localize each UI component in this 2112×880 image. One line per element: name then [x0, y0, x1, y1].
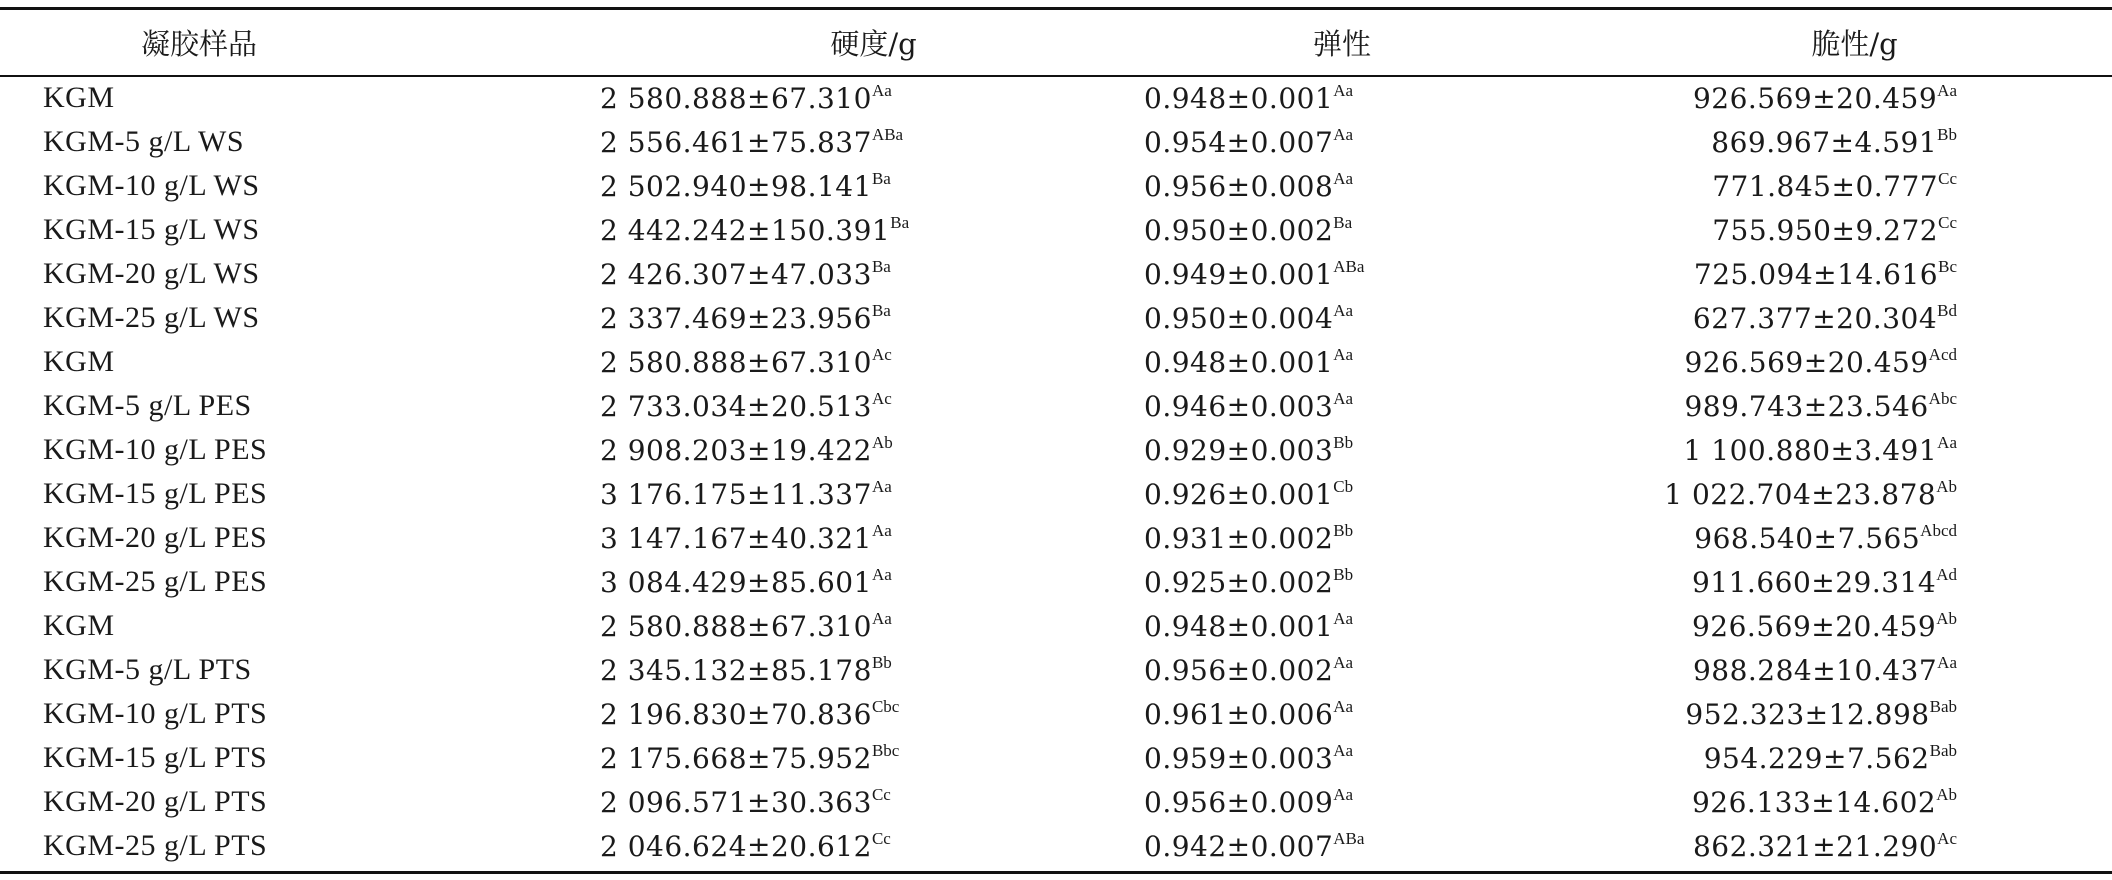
- hardness-value: 2 046.624±20.612: [600, 829, 872, 863]
- hardness-significance: Cc: [871, 828, 891, 848]
- table-row: [0, 252, 2112, 296]
- elasticity-value: 0.956±0.008: [1144, 169, 1334, 203]
- hardness-significance: Bbc: [871, 740, 900, 760]
- table-header-row: [0, 10, 2112, 75]
- hardness-significance: Aa: [871, 608, 892, 628]
- cell-elasticity: [1132, 786, 1512, 819]
- brittleness-significance: Abcd: [1920, 520, 1957, 540]
- table-row: [0, 560, 2112, 604]
- cell-hardness: [575, 434, 1132, 467]
- cell-brittleness: [1512, 346, 2112, 379]
- elasticity-significance: Aa: [1333, 696, 1354, 716]
- table-row: [0, 120, 2112, 164]
- brittleness-value: 771.845±0.777: [1712, 169, 1939, 203]
- table-row: [0, 604, 2112, 648]
- hardness-significance: Cbc: [871, 696, 900, 716]
- hardness-significance: Ac: [871, 388, 892, 408]
- hardness-significance: Ba: [871, 256, 891, 276]
- hardness-significance: Aa: [871, 564, 892, 584]
- brittleness-significance: Acd: [1928, 344, 1957, 364]
- cell-sample: [0, 301, 575, 335]
- cell-sample: [0, 697, 575, 731]
- elasticity-value: 0.948±0.001: [1144, 345, 1334, 379]
- cell-brittleness: [1512, 214, 2112, 247]
- elasticity-significance: Aa: [1333, 388, 1354, 408]
- hardness-significance: Bb: [871, 652, 892, 672]
- sample-name: KGM-15 g/L WS: [43, 213, 260, 246]
- elasticity-significance: Aa: [1333, 300, 1354, 320]
- cell-hardness: [575, 522, 1132, 555]
- cell-brittleness: [1512, 522, 2112, 555]
- cell-sample: [0, 169, 575, 203]
- cell-brittleness: [1512, 830, 2112, 863]
- brittleness-significance: Ab: [1936, 608, 1957, 628]
- brittleness-significance: Ab: [1936, 784, 1957, 804]
- cell-hardness: [575, 126, 1132, 159]
- cell-elasticity: [1132, 478, 1512, 511]
- cell-elasticity: [1132, 610, 1512, 643]
- sample-name: KGM-25 g/L PTS: [43, 829, 268, 862]
- cell-sample: [0, 609, 575, 643]
- elasticity-value: 0.926±0.001: [1144, 477, 1334, 511]
- cell-hardness: [575, 566, 1132, 599]
- elasticity-value: 0.931±0.002: [1144, 521, 1334, 555]
- sample-name: KGM-25 g/L PES: [43, 565, 268, 598]
- brittleness-value: 926.569±20.459: [1692, 81, 1938, 115]
- brittleness-value: 869.967±4.591: [1711, 125, 1938, 159]
- brittleness-significance: Aa: [1937, 652, 1957, 672]
- brittleness-significance: Ad: [1936, 564, 1957, 584]
- cell-elasticity: [1132, 258, 1512, 291]
- elasticity-significance: Aa: [1333, 652, 1354, 672]
- cell-brittleness: [1512, 302, 2112, 335]
- cell-elasticity: [1132, 82, 1512, 115]
- elasticity-value: 0.959±0.003: [1144, 741, 1334, 775]
- cell-brittleness: [1512, 742, 2112, 775]
- brittleness-significance: Ab: [1936, 476, 1957, 496]
- cell-hardness: [575, 742, 1132, 775]
- cell-elasticity: [1132, 170, 1512, 203]
- elasticity-significance: Bb: [1333, 520, 1354, 540]
- hardness-significance: Aa: [871, 520, 892, 540]
- sample-name: KGM-5 g/L PTS: [43, 653, 252, 686]
- hardness-value: 2 556.461±75.837: [600, 125, 872, 159]
- header-brittleness: 脆性/g: [1811, 27, 1898, 61]
- hardness-value: 2 345.132±85.178: [600, 653, 872, 687]
- cell-brittleness: [1512, 258, 2112, 291]
- table-row: [0, 76, 2112, 120]
- hardness-value: 2 580.888±67.310: [600, 81, 872, 115]
- cell-sample: [0, 433, 575, 467]
- brittleness-value: 926.133±14.602: [1691, 785, 1937, 819]
- hardness-significance: Ba: [871, 168, 891, 188]
- brittleness-significance: Abc: [1928, 388, 1957, 408]
- cell-sample: [0, 345, 575, 379]
- cell-elasticity: [1132, 126, 1512, 159]
- hardness-significance: Cc: [871, 784, 891, 804]
- brittleness-significance: Cc: [1938, 168, 1957, 188]
- cell-hardness: [575, 82, 1132, 115]
- brittleness-value: 926.569±20.459: [1691, 609, 1937, 643]
- cell-elasticity: [1132, 698, 1512, 731]
- brittleness-significance: Aa: [1937, 432, 1957, 452]
- elasticity-value: 0.942±0.007: [1144, 829, 1334, 863]
- elasticity-value: 0.950±0.004: [1144, 301, 1334, 335]
- sample-name: KGM-20 g/L PTS: [43, 785, 268, 818]
- cell-elasticity: [1132, 390, 1512, 423]
- cell-hardness: [575, 786, 1132, 819]
- cell-brittleness: [1512, 126, 2112, 159]
- table-row: [0, 824, 2112, 868]
- elasticity-value: 0.948±0.001: [1144, 81, 1334, 115]
- elasticity-value: 0.925±0.002: [1144, 565, 1334, 599]
- hardness-value: 2 175.668±75.952: [600, 741, 872, 775]
- elasticity-significance: ABa: [1333, 256, 1365, 276]
- cell-brittleness: [1512, 610, 2112, 643]
- brittleness-value: 989.743±23.546: [1684, 389, 1929, 423]
- brittleness-significance: Ac: [1937, 828, 1957, 848]
- elasticity-significance: Aa: [1333, 344, 1354, 364]
- elasticity-value: 0.956±0.009: [1144, 785, 1334, 819]
- brittleness-value: 954.229±7.562: [1703, 741, 1930, 775]
- cell-brittleness: [1512, 82, 2112, 115]
- brittleness-significance: Aa: [1937, 80, 1957, 100]
- table-row: [0, 428, 2112, 472]
- brittleness-value: 725.094±14.616: [1693, 257, 1939, 291]
- cell-brittleness: [1512, 786, 2112, 819]
- cell-sample: [0, 213, 575, 247]
- cell-elasticity: [1132, 742, 1512, 775]
- cell-sample: [0, 829, 575, 863]
- sample-name: KGM: [43, 345, 115, 378]
- elasticity-significance: Aa: [1333, 80, 1354, 100]
- sample-name: KGM-15 g/L PTS: [43, 741, 268, 774]
- cell-sample: [0, 477, 575, 511]
- sample-name: KGM-15 g/L PES: [43, 477, 268, 510]
- sample-name: KGM-5 g/L PES: [43, 389, 252, 422]
- sample-name: KGM-25 g/L WS: [43, 301, 260, 334]
- table-row: [0, 780, 2112, 824]
- brittleness-significance: Bd: [1937, 300, 1957, 320]
- cell-elasticity: [1132, 346, 1512, 379]
- hardness-significance: Aa: [871, 476, 892, 496]
- hardness-value: 2 580.888±67.310: [600, 609, 872, 643]
- hardness-significance: Ba: [890, 212, 910, 232]
- cell-brittleness: [1512, 478, 2112, 511]
- sample-name: KGM-20 g/L WS: [43, 257, 260, 290]
- cell-elasticity: [1132, 434, 1512, 467]
- cell-sample: [0, 125, 575, 159]
- cell-hardness: [575, 390, 1132, 423]
- brittleness-significance: Bab: [1929, 740, 1957, 760]
- brittleness-value: 862.321±21.290: [1692, 829, 1938, 863]
- sample-name: KGM-20 g/L PES: [43, 521, 268, 554]
- elasticity-significance: Bb: [1333, 432, 1354, 452]
- brittleness-value: 926.569±20.459: [1684, 345, 1929, 379]
- cell-hardness: [575, 478, 1132, 511]
- header-sample: 凝胶样品: [141, 27, 258, 61]
- elasticity-value: 0.956±0.002: [1144, 653, 1334, 687]
- hardness-value: 3 176.175±11.337: [600, 477, 872, 511]
- cell-hardness: [575, 170, 1132, 203]
- brittleness-value: 627.377±20.304: [1692, 301, 1938, 335]
- table-row: [0, 164, 2112, 208]
- cell-sample: [0, 257, 575, 291]
- brittleness-significance: Cc: [1938, 212, 1957, 232]
- cell-elasticity: [1132, 566, 1512, 599]
- header-elasticity: 弹性: [1312, 27, 1371, 61]
- hardness-value: 2 196.830±70.836: [600, 697, 872, 731]
- hardness-value: 2 580.888±67.310: [600, 345, 872, 379]
- cell-sample: [0, 81, 575, 115]
- table-row: [0, 648, 2112, 692]
- sample-name: KGM: [43, 609, 115, 642]
- cell-hardness: [575, 302, 1132, 335]
- elasticity-value: 0.950±0.002: [1144, 213, 1334, 247]
- cell-hardness: [575, 214, 1132, 247]
- elasticity-significance: Aa: [1333, 784, 1354, 804]
- cell-elasticity: [1132, 654, 1512, 687]
- table-row: [0, 736, 2112, 780]
- brittleness-value: 911.660±29.314: [1691, 565, 1937, 599]
- brittleness-value: 968.540±7.565: [1694, 521, 1921, 555]
- sample-name: KGM-10 g/L WS: [43, 169, 260, 202]
- elasticity-significance: Cb: [1333, 476, 1354, 496]
- cell-brittleness: [1512, 434, 2112, 467]
- cell-sample: [0, 521, 575, 555]
- sample-name: KGM-10 g/L PES: [43, 433, 268, 466]
- table-row: [0, 340, 2112, 384]
- hardness-value: 2 426.307±47.033: [600, 257, 872, 291]
- cell-hardness: [575, 258, 1132, 291]
- elasticity-value: 0.929±0.003: [1144, 433, 1334, 467]
- hardness-value: 2 096.571±30.363: [600, 785, 872, 819]
- elasticity-significance: Aa: [1333, 168, 1354, 188]
- brittleness-value: 1 022.704±23.878: [1664, 477, 1937, 511]
- cell-brittleness: [1512, 566, 2112, 599]
- table-row: [0, 296, 2112, 340]
- elasticity-significance: Bb: [1333, 564, 1354, 584]
- cell-elasticity: [1132, 830, 1512, 863]
- hardness-value: 2 908.203±19.422: [600, 433, 872, 467]
- elasticity-significance: Aa: [1333, 740, 1354, 760]
- hardness-value: 3 147.167±40.321: [600, 521, 872, 555]
- cell-sample: [0, 389, 575, 423]
- cell-sample: [0, 741, 575, 775]
- sample-name: KGM: [43, 81, 115, 114]
- table-row: [0, 384, 2112, 428]
- brittleness-value: 1 100.880±3.491: [1683, 433, 1938, 467]
- cell-sample: [0, 653, 575, 687]
- hardness-value: 2 442.242±150.391: [600, 213, 891, 247]
- brittleness-value: 952.323±12.898: [1685, 697, 1930, 731]
- cell-brittleness: [1512, 654, 2112, 687]
- sample-name: KGM-5 g/L WS: [43, 125, 244, 158]
- elasticity-significance: Aa: [1333, 608, 1354, 628]
- cell-elasticity: [1132, 214, 1512, 247]
- table-row: [0, 208, 2112, 252]
- hardness-value: 2 733.034±20.513: [600, 389, 872, 423]
- brittleness-significance: Bc: [1938, 256, 1957, 276]
- brittleness-value: 755.950±9.272: [1712, 213, 1939, 247]
- elasticity-value: 0.954±0.007: [1144, 125, 1334, 159]
- elasticity-significance: ABa: [1333, 828, 1365, 848]
- cell-hardness: [575, 346, 1132, 379]
- brittleness-significance: Bb: [1937, 124, 1957, 144]
- hardness-significance: Aa: [871, 80, 892, 100]
- cell-brittleness: [1512, 698, 2112, 731]
- elasticity-significance: Aa: [1333, 124, 1354, 144]
- cell-sample: [0, 785, 575, 819]
- hardness-value: 3 084.429±85.601: [600, 565, 872, 599]
- elasticity-value: 0.949±0.001: [1144, 257, 1334, 291]
- cell-hardness: [575, 610, 1132, 643]
- table-row: [0, 692, 2112, 736]
- elasticity-value: 0.961±0.006: [1144, 697, 1334, 731]
- hardness-value: 2 502.940±98.141: [600, 169, 872, 203]
- sample-name: KGM-10 g/L PTS: [43, 697, 268, 730]
- cell-brittleness: [1512, 170, 2112, 203]
- table-bottom-rule: [0, 871, 2112, 874]
- hardness-significance: ABa: [871, 124, 904, 144]
- cell-brittleness: [1512, 390, 2112, 423]
- cell-hardness: [575, 654, 1132, 687]
- cell-hardness: [575, 698, 1132, 731]
- table-row: [0, 472, 2112, 516]
- hardness-significance: Ac: [871, 344, 892, 364]
- brittleness-value: 988.284±10.437: [1692, 653, 1938, 687]
- cell-elasticity: [1132, 522, 1512, 555]
- elasticity-value: 0.946±0.003: [1144, 389, 1334, 423]
- table-row: [0, 516, 2112, 560]
- cell-elasticity: [1132, 302, 1512, 335]
- hardness-significance: Ab: [871, 432, 893, 452]
- hardness-value: 2 337.469±23.956: [600, 301, 872, 335]
- brittleness-significance: Bab: [1929, 696, 1957, 716]
- elasticity-value: 0.948±0.001: [1144, 609, 1334, 643]
- cell-hardness: [575, 830, 1132, 863]
- hardness-significance: Ba: [871, 300, 891, 320]
- header-hardness: 硬度/g: [830, 27, 917, 61]
- cell-sample: [0, 565, 575, 599]
- elasticity-significance: Ba: [1333, 212, 1353, 232]
